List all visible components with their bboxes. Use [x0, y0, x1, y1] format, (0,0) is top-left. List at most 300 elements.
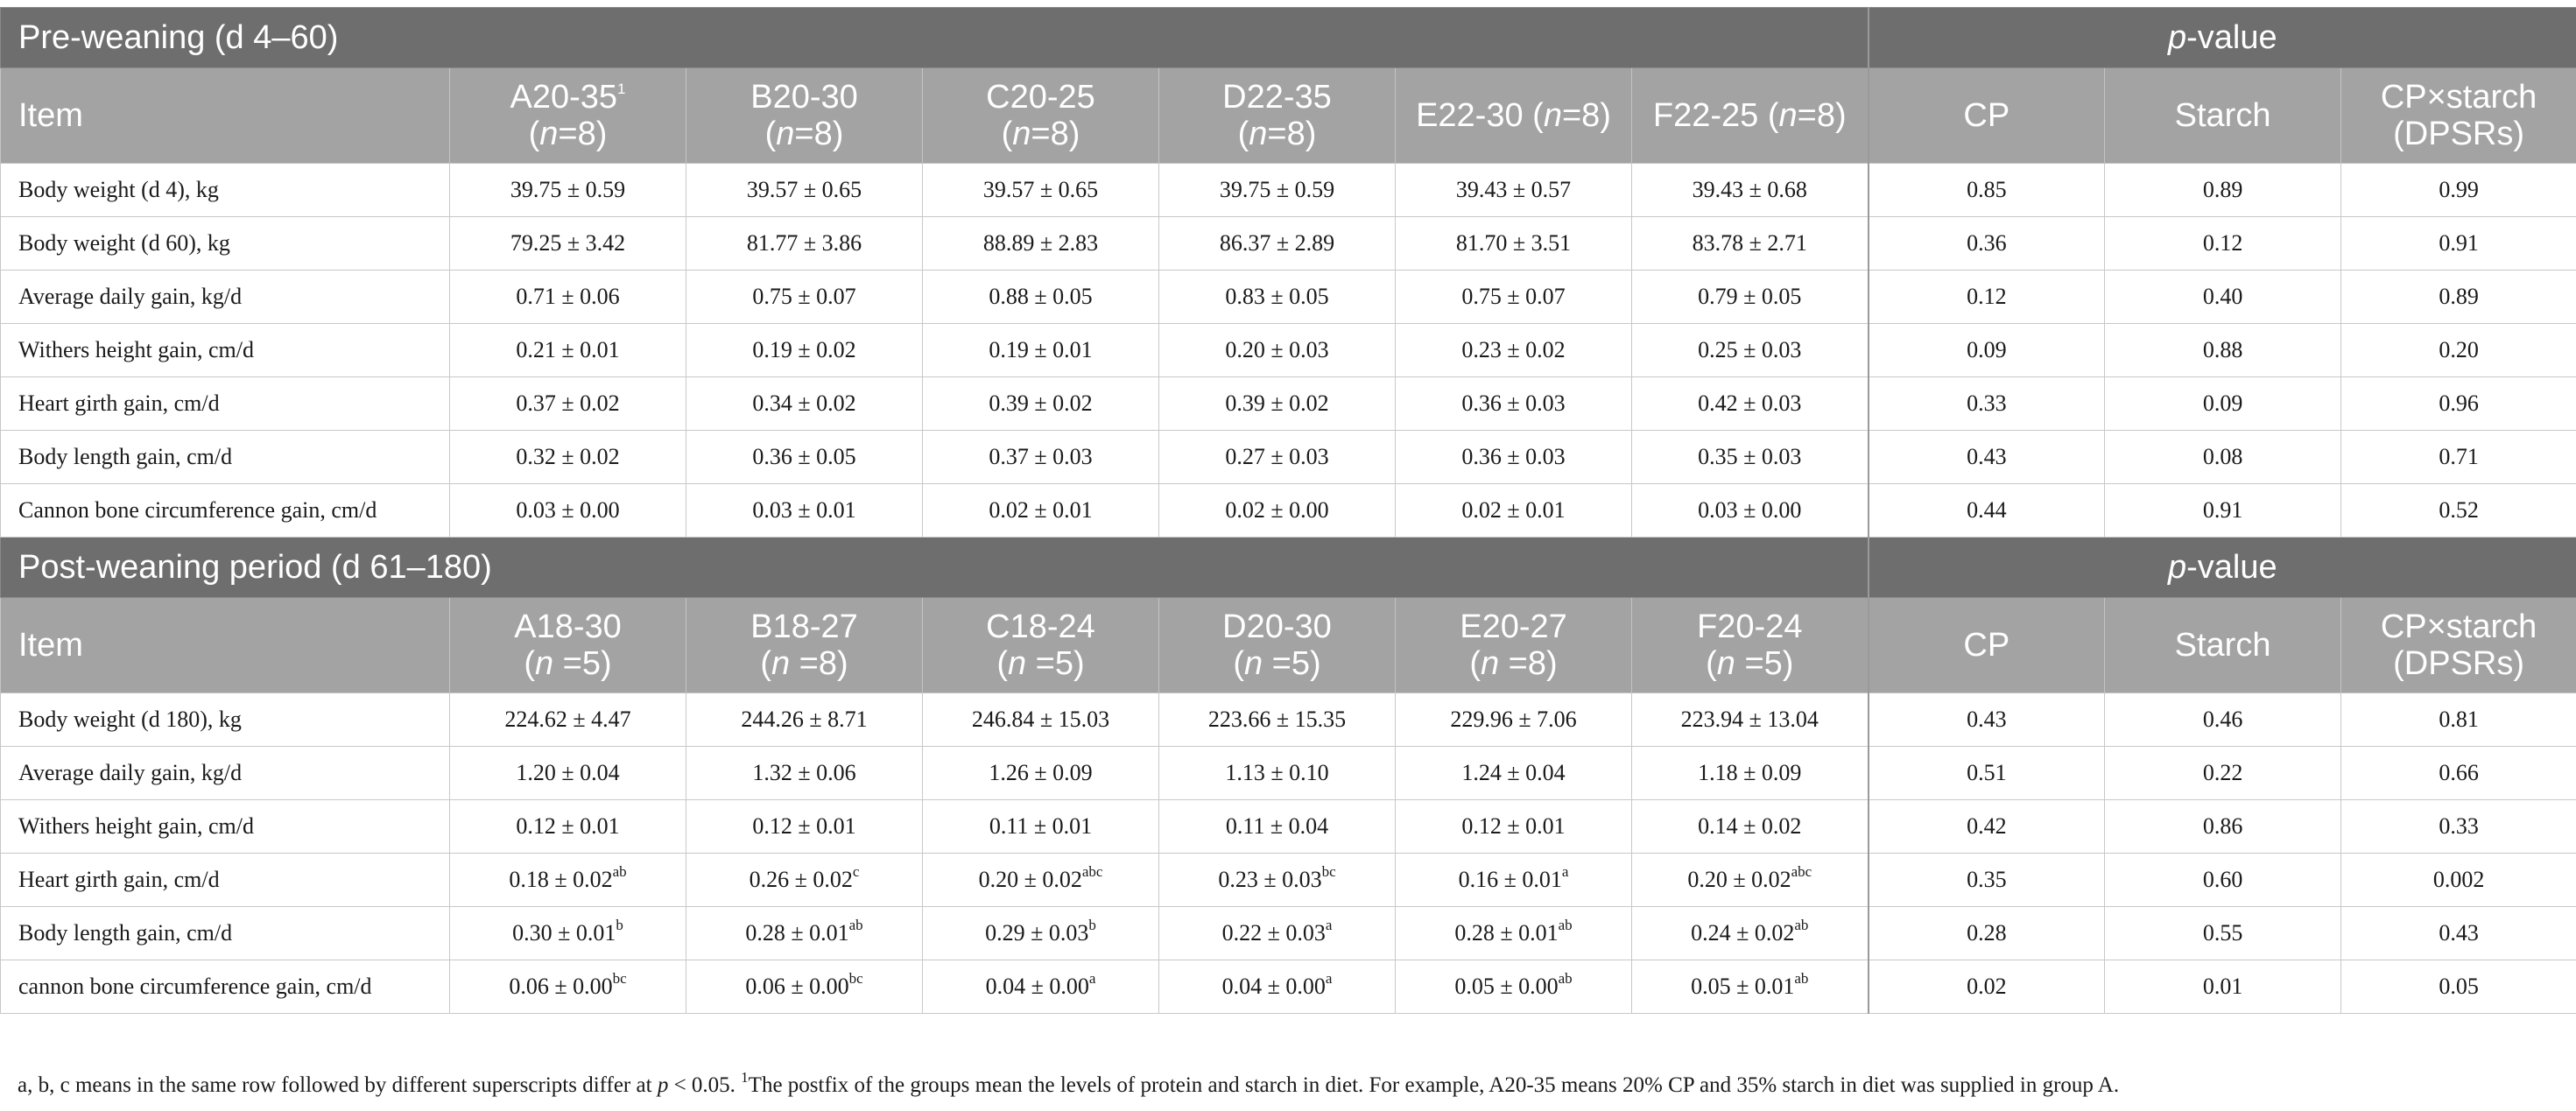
group-header [1632, 598, 1869, 693]
p-value-cell: 0.36 [1869, 217, 2105, 271]
value-cell [450, 377, 686, 431]
mean-se-value: 0.20 ± 0.03 [1225, 337, 1329, 362]
pvalue-header-line1: CP×starch [2380, 79, 2537, 116]
p-value-cell: 0.44 [1869, 484, 2105, 538]
p-value-cell: 0.88 [2105, 324, 2341, 377]
row-label: Body weight (d 180), kg [1, 693, 450, 747]
group-header [923, 68, 1159, 164]
mean-se-value: 1.24 ± 0.04 [1461, 760, 1566, 785]
value-cell [686, 854, 923, 907]
mean-se-value: 0.71 ± 0.06 [516, 284, 620, 309]
pvalue-title: p-value [1869, 538, 2576, 598]
p-value-cell: 0.71 [2341, 431, 2576, 484]
mean-se-value: 0.11 ± 0.04 [1225, 813, 1329, 839]
table-row [1, 693, 2576, 747]
significance-letters: ab [1794, 917, 1809, 934]
significance-letters: ab [612, 863, 627, 881]
mean-se-value: 79.25 ± 3.42 [510, 230, 626, 256]
section-title: Post-weaning period (d 61–180) [1, 538, 1869, 598]
value-cell [686, 800, 923, 854]
p-value-cell: 0.96 [2341, 377, 2576, 431]
value-cell [1159, 854, 1396, 907]
table-row [1, 164, 2576, 217]
pvalue-header [1869, 598, 2105, 693]
significance-letters: abc [1791, 863, 1812, 881]
pre-header-row [1, 68, 2576, 164]
p-value-cell: 0.20 [2341, 324, 2576, 377]
mean-se-value: 0.36 ± 0.05 [752, 444, 856, 469]
mean-se-value: 0.04 ± 0.00 [1221, 974, 1326, 999]
p-value-cell: 0.12 [2105, 217, 2341, 271]
value-cell [1632, 271, 1869, 324]
table-row [1, 377, 2576, 431]
value-cell [450, 907, 686, 960]
value-cell [1396, 747, 1632, 800]
row-label: Body weight (d 60), kg [1, 217, 450, 271]
p-value-cell: 0.35 [1869, 854, 2105, 907]
mean-se-value: 81.70 ± 3.51 [1455, 230, 1572, 256]
group-n: (n=8) [528, 116, 608, 152]
mean-se-value: 1.13 ± 0.10 [1225, 760, 1329, 785]
value-cell [923, 271, 1159, 324]
p-value-cell: 0.89 [2341, 271, 2576, 324]
value-cell [686, 217, 923, 271]
mean-se-value: 1.18 ± 0.09 [1698, 760, 1802, 785]
significance-letters: ab [1558, 970, 1573, 988]
mean-se-value: 229.96 ± 7.06 [1450, 707, 1577, 732]
group-header [1632, 68, 1869, 164]
value-cell [923, 800, 1159, 854]
value-cell [1632, 164, 1869, 217]
post-band [1, 538, 2576, 598]
post-header-row [1, 598, 2576, 693]
value-cell [1159, 324, 1396, 377]
row-label: Withers height gain, cm/d [1, 324, 450, 377]
value-cell [686, 693, 923, 747]
mean-se-value: 81.77 ± 3.86 [746, 230, 862, 256]
mean-se-value: 0.39 ± 0.02 [989, 390, 1093, 416]
value-cell [686, 271, 923, 324]
value-cell [1159, 747, 1396, 800]
table-row [1, 324, 2576, 377]
mean-se-value: 0.28 ± 0.01 [745, 920, 849, 946]
significance-letters: bc [848, 970, 863, 988]
mean-se-value: 0.03 ± 0.01 [752, 497, 856, 523]
mean-se-value: 39.43 ± 0.57 [1455, 177, 1572, 202]
mean-se-value: 0.06 ± 0.00 [509, 974, 613, 999]
item-header: Item [1, 598, 450, 693]
pvalue-header [2105, 598, 2341, 693]
value-cell [450, 164, 686, 217]
mean-se-value: 0.36 ± 0.03 [1461, 390, 1566, 416]
pvalue-header-line1: Starch [2174, 97, 2271, 134]
group-n: (n=8) [1001, 116, 1080, 152]
mean-se-value: 0.06 ± 0.00 [745, 974, 849, 999]
pvalue-header-line1: Starch [2174, 627, 2271, 664]
value-cell [923, 324, 1159, 377]
mean-se-value: 83.78 ± 2.71 [1692, 230, 1807, 256]
mean-se-value: 0.05 ± 0.00 [1454, 974, 1559, 999]
value-cell [1159, 164, 1396, 217]
mean-se-value: 39.57 ± 0.65 [982, 177, 1099, 202]
value-cell [1632, 217, 1869, 271]
significance-letters: ab [848, 917, 863, 934]
value-cell [1396, 271, 1632, 324]
p-value-cell: 0.43 [1869, 693, 2105, 747]
value-cell [450, 431, 686, 484]
group-header [686, 68, 923, 164]
group-n: (n =5) [524, 645, 612, 682]
value-cell [450, 693, 686, 747]
mean-se-value: 0.20 ± 0.02 [978, 867, 1082, 892]
mean-se-value: 0.05 ± 0.01 [1691, 974, 1795, 999]
value-cell [450, 854, 686, 907]
significance-letters: ab [1558, 917, 1573, 934]
value-cell [1396, 907, 1632, 960]
mean-se-value: 0.12 ± 0.01 [752, 813, 856, 839]
value-cell [1396, 960, 1632, 1014]
value-cell [923, 217, 1159, 271]
mean-se-value: 39.43 ± 0.68 [1692, 177, 1807, 202]
group-name: F20-24 [1697, 608, 1803, 645]
mean-se-value: 39.57 ± 0.65 [746, 177, 862, 202]
mean-se-value: 0.26 ± 0.02 [749, 867, 853, 892]
value-cell [686, 164, 923, 217]
value-cell [923, 747, 1159, 800]
row-label: Heart girth gain, cm/d [1, 854, 450, 907]
value-cell [450, 324, 686, 377]
mean-se-value: 0.32 ± 0.02 [516, 444, 620, 469]
p-value-cell: 0.40 [2105, 271, 2341, 324]
item-header: Item [1, 68, 450, 164]
value-cell [1396, 324, 1632, 377]
value-cell [923, 960, 1159, 1014]
group-name: C20-25 [986, 79, 1095, 116]
mean-se-value: 0.83 ± 0.05 [1225, 284, 1329, 309]
mean-se-value: 244.26 ± 8.71 [741, 707, 868, 732]
value-cell [686, 377, 923, 431]
p-value-cell: 0.43 [2341, 907, 2576, 960]
group-header [686, 598, 923, 693]
pvalue-header-line1: CP [1963, 97, 2010, 134]
mean-se-value: 0.23 ± 0.03 [1218, 867, 1322, 892]
mean-se-value: 0.04 ± 0.00 [985, 974, 1089, 999]
value-cell [1396, 164, 1632, 217]
pre-band [1, 8, 2576, 68]
group-header [1159, 598, 1396, 693]
significance-letters: c [852, 863, 860, 881]
p-value-cell: 0.51 [1869, 747, 2105, 800]
mean-se-value: 39.75 ± 0.59 [1219, 177, 1335, 202]
results-table [0, 7, 2576, 1014]
p-value-cell: 0.81 [2341, 693, 2576, 747]
group-header [1396, 598, 1632, 693]
value-cell [686, 960, 923, 1014]
mean-se-value: 0.88 ± 0.05 [989, 284, 1093, 309]
significance-letters: bc [612, 970, 627, 988]
value-cell [1396, 854, 1632, 907]
p-value-cell: 0.52 [2341, 484, 2576, 538]
mean-se-value: 0.75 ± 0.07 [752, 284, 856, 309]
value-cell [1632, 800, 1869, 854]
mean-se-value: 0.24 ± 0.02 [1691, 920, 1795, 946]
p-value-cell: 0.86 [2105, 800, 2341, 854]
mean-se-value: 0.03 ± 0.00 [516, 497, 620, 523]
mean-se-value: 0.20 ± 0.02 [1687, 867, 1791, 892]
group-header [450, 598, 686, 693]
mean-se-value: 246.84 ± 15.03 [971, 707, 1110, 732]
mean-se-value: 0.16 ± 0.01 [1458, 867, 1562, 892]
group-header [1396, 68, 1632, 164]
mean-se-value: 1.26 ± 0.09 [989, 760, 1093, 785]
value-cell [1159, 907, 1396, 960]
table-footnote: a, b, c means in the same row followed by different superscripts differ at p < 0.05. $^1$The postfix of the groups mean the levels of protein and starch in diet. For example, A20-35 means 20% CP and 35% starch in diet was supplied in group A. [18, 1068, 2120, 1097]
p-value-cell: 0.55 [2105, 907, 2341, 960]
mean-se-value: 224.62 ± 4.47 [504, 707, 631, 732]
mean-se-value: 0.79 ± 0.05 [1698, 284, 1802, 309]
p-value-cell: 0.91 [2105, 484, 2341, 538]
row-label: Body length gain, cm/d [1, 907, 450, 960]
value-cell [1632, 854, 1869, 907]
pvalue-header-line2: (DPSRs) [2393, 116, 2525, 152]
value-cell [1159, 377, 1396, 431]
group-n: (n=8) [1237, 116, 1317, 152]
value-cell [686, 431, 923, 484]
value-cell [1632, 907, 1869, 960]
row-label: Body weight (d 4), kg [1, 164, 450, 217]
group-name: D20-30 [1222, 608, 1332, 645]
mean-se-value: 223.66 ± 15.35 [1207, 707, 1347, 732]
value-cell [1632, 431, 1869, 484]
significance-letters: abc [1081, 863, 1103, 881]
group-name: D22-35 [1222, 79, 1332, 116]
value-cell [1159, 217, 1396, 271]
significance-letters: a [1325, 917, 1333, 934]
p-value-cell: 0.33 [2341, 800, 2576, 854]
p-value-cell: 0.002 [2341, 854, 2576, 907]
value-cell [1632, 324, 1869, 377]
p-value-cell: 0.99 [2341, 164, 2576, 217]
pvalue-header [2341, 598, 2576, 693]
p-value-cell: 0.91 [2341, 217, 2576, 271]
value-cell [1159, 271, 1396, 324]
value-cell [686, 324, 923, 377]
value-cell [686, 747, 923, 800]
mean-se-value: 0.28 ± 0.01 [1454, 920, 1559, 946]
group-name: A18-30 [514, 608, 622, 645]
p-value-cell: 0.85 [1869, 164, 2105, 217]
mean-se-value: 0.37 ± 0.03 [989, 444, 1093, 469]
pvalue-header [2105, 68, 2341, 164]
p-value-cell: 0.60 [2105, 854, 2341, 907]
value-cell [1632, 747, 1869, 800]
mean-se-value: 0.34 ± 0.02 [752, 390, 856, 416]
mean-se-value: 0.11 ± 0.01 [989, 813, 1093, 839]
value-cell [1396, 377, 1632, 431]
mean-se-value: 0.21 ± 0.01 [516, 337, 620, 362]
p-value-cell: 0.01 [2105, 960, 2341, 1014]
value-cell [923, 693, 1159, 747]
mean-se-value: 0.12 ± 0.01 [516, 813, 620, 839]
group-name: E22-30 (n=8) [1416, 97, 1611, 134]
group-n: (n =8) [1469, 645, 1558, 682]
mean-se-value: 0.30 ± 0.01 [512, 920, 616, 946]
value-cell [1632, 693, 1869, 747]
p-value-cell: 0.12 [1869, 271, 2105, 324]
value-cell [450, 271, 686, 324]
group-name: F22-25 (n=8) [1652, 97, 1847, 134]
value-cell [450, 800, 686, 854]
p-value-cell: 0.08 [2105, 431, 2341, 484]
mean-se-value: 0.03 ± 0.00 [1698, 497, 1802, 523]
value-cell [1159, 800, 1396, 854]
table-row [1, 747, 2576, 800]
value-cell [923, 377, 1159, 431]
group-header [1159, 68, 1396, 164]
row-label: cannon bone circumference gain, cm/d [1, 960, 450, 1014]
mean-se-value: 223.94 ± 13.04 [1680, 707, 1819, 732]
value-cell [1159, 960, 1396, 1014]
value-cell [1632, 484, 1869, 538]
row-label: Withers height gain, cm/d [1, 800, 450, 854]
significance-letters: a [1325, 970, 1333, 988]
group-name: A20-35 [510, 79, 618, 116]
pvalue-header-line1: CP [1963, 627, 2010, 664]
p-value-cell: 0.46 [2105, 693, 2341, 747]
group-header [923, 598, 1159, 693]
mean-se-value: 0.02 ± 0.01 [989, 497, 1093, 523]
mean-se-value: 0.39 ± 0.02 [1225, 390, 1329, 416]
group-name: B18-27 [750, 608, 858, 645]
mean-se-value: 0.02 ± 0.00 [1225, 497, 1329, 523]
value-cell [450, 747, 686, 800]
p-value-cell: 0.66 [2341, 747, 2576, 800]
table-row [1, 271, 2576, 324]
row-label: Average daily gain, kg/d [1, 747, 450, 800]
p-value-cell: 0.42 [1869, 800, 2105, 854]
group-footnote-mark: 1 [617, 81, 626, 98]
mean-se-value: 1.32 ± 0.06 [752, 760, 856, 785]
value-cell [686, 907, 923, 960]
mean-se-value: 0.75 ± 0.07 [1461, 284, 1566, 309]
mean-se-value: 0.19 ± 0.01 [989, 337, 1093, 362]
p-value-cell: 0.89 [2105, 164, 2341, 217]
value-cell [923, 484, 1159, 538]
mean-se-value: 0.12 ± 0.01 [1461, 813, 1566, 839]
value-cell [450, 960, 686, 1014]
p-value-cell: 0.02 [1869, 960, 2105, 1014]
group-n: (n =5) [1706, 645, 1794, 682]
value-cell [1159, 431, 1396, 484]
value-cell [923, 854, 1159, 907]
table-row [1, 907, 2576, 960]
mean-se-value: 0.18 ± 0.02 [509, 867, 613, 892]
mean-se-value: 39.75 ± 0.59 [510, 177, 626, 202]
mean-se-value: 88.89 ± 2.83 [982, 230, 1099, 256]
mean-se-value: 0.27 ± 0.03 [1225, 444, 1329, 469]
significance-letters: b [616, 917, 623, 934]
significance-letters: a [1088, 970, 1096, 988]
value-cell [923, 431, 1159, 484]
mean-se-value: 0.02 ± 0.01 [1461, 497, 1566, 523]
significance-letters: b [1088, 917, 1096, 934]
row-label: Cannon bone circumference gain, cm/d [1, 484, 450, 538]
mean-se-value: 0.37 ± 0.02 [516, 390, 620, 416]
value-cell [1159, 484, 1396, 538]
table-row [1, 854, 2576, 907]
mean-se-value: 1.20 ± 0.04 [516, 760, 620, 785]
mean-se-value: 0.42 ± 0.03 [1698, 390, 1802, 416]
pvalue-title: p-value [1869, 8, 2576, 68]
mean-se-value: 0.35 ± 0.03 [1698, 444, 1802, 469]
mean-se-value: 0.19 ± 0.02 [752, 337, 856, 362]
table-row [1, 217, 2576, 271]
group-n: (n =5) [1233, 645, 1321, 682]
value-cell [1632, 377, 1869, 431]
row-label: Heart girth gain, cm/d [1, 377, 450, 431]
value-cell [923, 907, 1159, 960]
value-cell [1396, 800, 1632, 854]
group-n: (n =5) [996, 645, 1085, 682]
p-value-cell: 0.28 [1869, 907, 2105, 960]
row-label: Body length gain, cm/d [1, 431, 450, 484]
p-value-cell: 0.22 [2105, 747, 2341, 800]
group-n: (n =8) [760, 645, 848, 682]
p-value-cell: 0.09 [2105, 377, 2341, 431]
mean-se-value: 0.25 ± 0.03 [1698, 337, 1802, 362]
table-row [1, 960, 2576, 1014]
p-value-cell: 0.43 [1869, 431, 2105, 484]
value-cell [450, 217, 686, 271]
value-cell [1159, 693, 1396, 747]
pvalue-header-line2: (DPSRs) [2393, 645, 2525, 682]
row-label: Average daily gain, kg/d [1, 271, 450, 324]
group-n: (n=8) [764, 116, 844, 152]
value-cell [686, 484, 923, 538]
mean-se-value: 86.37 ± 2.89 [1219, 230, 1335, 256]
value-cell [450, 484, 686, 538]
mean-se-value: 0.36 ± 0.03 [1461, 444, 1566, 469]
mean-se-value: 0.29 ± 0.03 [985, 920, 1089, 946]
pvalue-header [2341, 68, 2576, 164]
group-name: C18-24 [986, 608, 1095, 645]
group-name: B20-30 [750, 79, 858, 116]
mean-se-value: 0.23 ± 0.02 [1461, 337, 1566, 362]
value-cell [1396, 693, 1632, 747]
p-value-cell: 0.09 [1869, 324, 2105, 377]
significance-letters: a [1561, 863, 1569, 881]
group-name: E20-27 [1460, 608, 1567, 645]
value-cell [1396, 484, 1632, 538]
group-header [450, 68, 686, 164]
mean-se-value: 0.22 ± 0.03 [1221, 920, 1326, 946]
p-value-cell: 0.05 [2341, 960, 2576, 1014]
value-cell [923, 164, 1159, 217]
p-value-cell: 0.33 [1869, 377, 2105, 431]
section-title: Pre-weaning (d 4–60) [1, 8, 1869, 68]
value-cell [1396, 431, 1632, 484]
pvalue-header [1869, 68, 2105, 164]
table-row [1, 431, 2576, 484]
value-cell [1632, 960, 1869, 1014]
significance-letters: ab [1794, 970, 1809, 988]
significance-letters: bc [1321, 863, 1336, 881]
table-row [1, 484, 2576, 538]
pvalue-header-line1: CP×starch [2380, 608, 2537, 645]
table-row [1, 800, 2576, 854]
mean-se-value: 0.14 ± 0.02 [1698, 813, 1802, 839]
value-cell [1396, 217, 1632, 271]
